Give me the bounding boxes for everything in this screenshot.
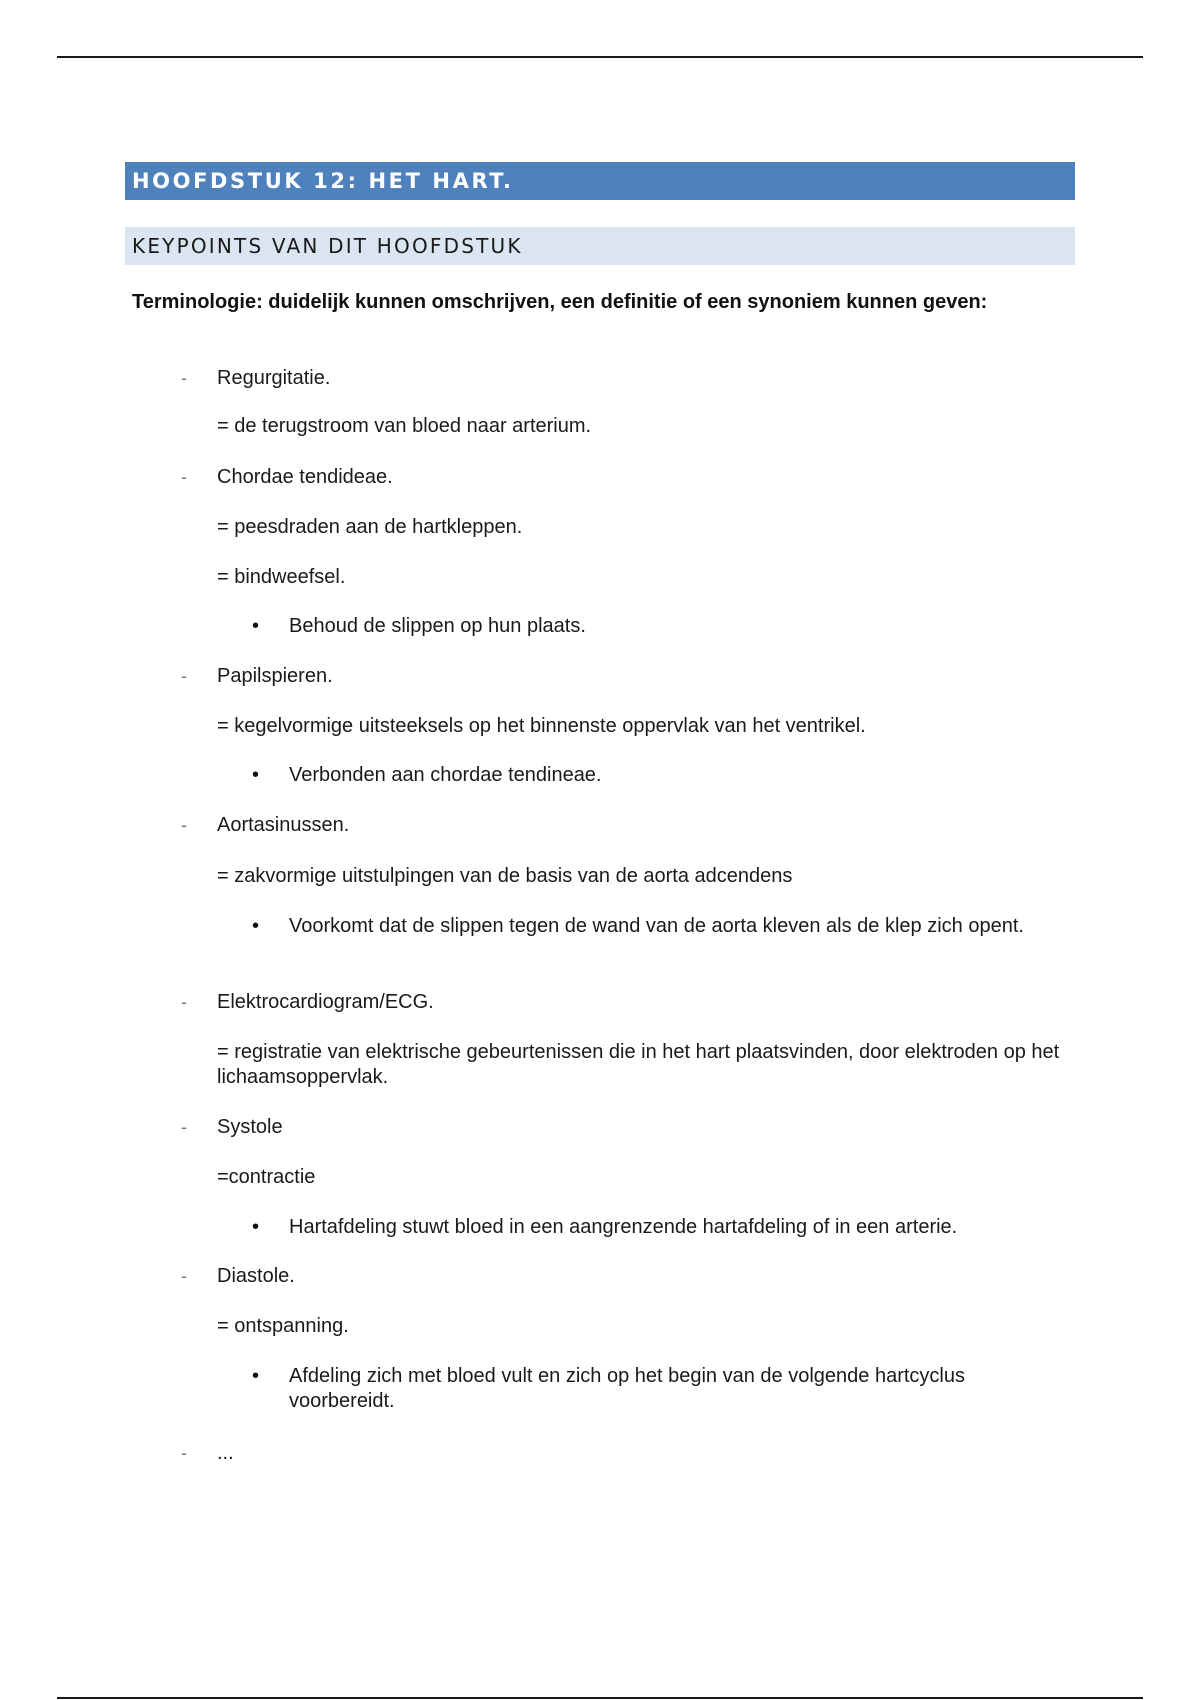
intro-text: Terminologie: duidelijk kunnen omschrijven, een definitie of een synoniem kunnen geven: <box>132 291 988 313</box>
term-definition: = registratie van elektrische gebeurtenissen die in het hart plaatsvinden, door elektroden op het lichaamsoppervlak. <box>217 1041 1060 1088</box>
bullet-marker: • <box>252 764 260 786</box>
term-bullet: Voorkomt dat de slippen tegen de wand van de aorta kleven als de klep zich opent. <box>289 915 1024 937</box>
term-label: Regurgitatie. <box>217 367 331 389</box>
list-dash: - <box>181 666 187 686</box>
term-label: Aortasinussen. <box>217 814 350 836</box>
term-label: Diastole. <box>217 1265 295 1287</box>
list-dash: - <box>181 815 187 835</box>
term-bullet: Verbonden aan chordae tendineae. <box>289 764 602 786</box>
term-label: Papilspieren. <box>217 665 333 687</box>
list-dash: - <box>181 1443 187 1463</box>
term-bullet: Hartafdeling stuwt bloed in een aangrenzende hartafdeling of in een arterie. <box>289 1216 958 1238</box>
term-label: Chordae tendideae. <box>217 466 393 488</box>
list-dash: - <box>181 1266 187 1286</box>
term-label: ... <box>217 1442 234 1464</box>
term-definition: = zakvormige uitstulpingen van de basis van de aorta adcendens <box>217 865 793 887</box>
list-dash: - <box>181 1117 187 1137</box>
chapter-title: HOOFDSTUK 12: HET HART. <box>125 162 1075 200</box>
term-definition: = ontspanning. <box>217 1315 349 1337</box>
list-dash: - <box>181 992 187 1012</box>
term-bullet: Afdeling zich met bloed vult en zich op het begin van de volgende hartcyclus voorbereidt. <box>289 1365 965 1412</box>
bullet-marker: • <box>252 915 260 937</box>
term-label: Systole <box>217 1116 283 1138</box>
term-label: Elektrocardiogram/ECG. <box>217 991 434 1013</box>
bullet-marker: • <box>252 615 260 637</box>
term-definition: = bindweefsel. <box>217 566 346 588</box>
term-definition: = peesdraden aan de hartkleppen. <box>217 516 523 538</box>
header-rule <box>57 56 1143 58</box>
term-definition: =contractie <box>217 1166 316 1188</box>
term-definition: = kegelvormige uitsteeksels op het binnenste oppervlak van het ventrikel. <box>217 715 866 737</box>
term-bullet: Behoud de slippen op hun plaats. <box>289 615 586 637</box>
section-title: KEYPOINTS VAN DIT HOOFDSTUK <box>125 227 1075 265</box>
term-definition: = de terugstroom van bloed naar arterium. <box>217 415 592 437</box>
footer-rule <box>57 1697 1143 1699</box>
list-dash: - <box>181 467 187 487</box>
bullet-marker: • <box>252 1365 260 1387</box>
list-dash: - <box>181 368 187 388</box>
bullet-marker: • <box>252 1216 260 1238</box>
